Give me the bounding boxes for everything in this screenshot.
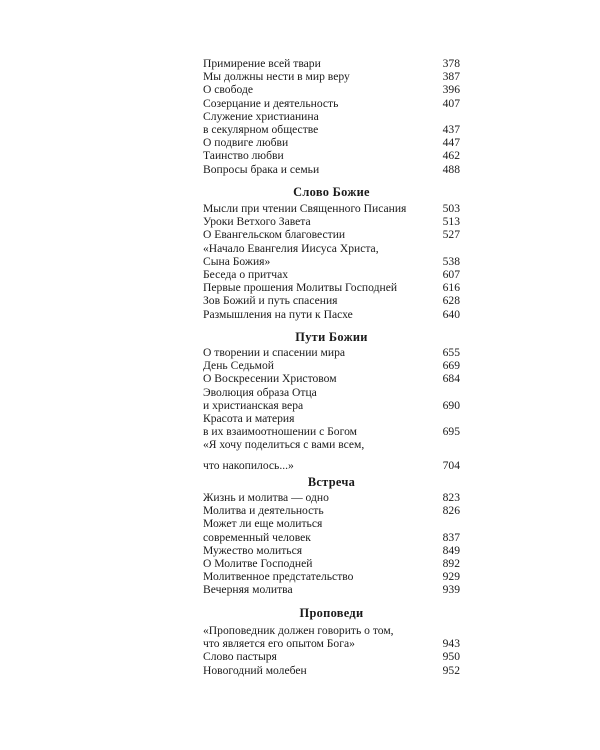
toc-entry bbox=[203, 491, 460, 504]
entry-title: Примирение всей твари bbox=[203, 57, 321, 70]
entry-page: 513 bbox=[442, 215, 460, 229]
toc-entry bbox=[203, 372, 460, 385]
entry-title: Мы должны нести в мир веру bbox=[203, 70, 350, 84]
toc-entry bbox=[203, 531, 460, 544]
entry-page: 447 bbox=[442, 136, 460, 150]
entry-page: 826 bbox=[442, 504, 460, 518]
toc-entry bbox=[203, 228, 460, 241]
section-heading: Пути Божии bbox=[295, 330, 368, 344]
toc-entry bbox=[203, 255, 460, 268]
entry-title: О творении и спасении мира bbox=[203, 346, 346, 359]
entry-title: Вопросы брака и семьи bbox=[203, 162, 320, 176]
entry-title: День Седьмой bbox=[203, 359, 274, 373]
toc-section bbox=[203, 624, 460, 677]
entry-title: Созерцание и деятельность bbox=[203, 96, 339, 110]
entry-page: 407 bbox=[442, 96, 460, 110]
toc-section bbox=[203, 202, 460, 321]
toc-entry bbox=[203, 637, 460, 650]
entry-title: Беседа о притчах bbox=[203, 267, 289, 281]
entry-page: 488 bbox=[442, 162, 460, 176]
entry-title: Эволюция образа Отца bbox=[203, 385, 317, 399]
entry-page: 387 bbox=[442, 70, 460, 84]
section-heading: Встреча bbox=[307, 475, 356, 489]
entry-page: 952 bbox=[442, 663, 460, 677]
entry-title: Вечерняя молитва bbox=[203, 583, 293, 597]
entry-page: 669 bbox=[442, 359, 460, 373]
toc-entry bbox=[203, 399, 460, 412]
entry-page: 538 bbox=[442, 254, 460, 268]
entry-page: 939 bbox=[442, 583, 460, 597]
entry-title: Жизнь и молитва — одно bbox=[203, 491, 329, 504]
entry-page: 607 bbox=[442, 267, 460, 281]
toc-section bbox=[203, 57, 460, 176]
toc-entry bbox=[203, 459, 460, 472]
toc-entry bbox=[203, 268, 460, 281]
entry-title: Мысли при чтении Священного Писания bbox=[203, 202, 407, 215]
section-heading: Слово Божие bbox=[293, 185, 370, 199]
entry-page: 396 bbox=[442, 83, 460, 97]
entry-page: 704 bbox=[442, 458, 460, 472]
entry-title: Зов Божий и путь спасения bbox=[203, 294, 338, 308]
toc-entry bbox=[203, 294, 460, 307]
toc-section bbox=[203, 346, 460, 472]
entry-title: Молитвенное предстательство bbox=[203, 570, 354, 584]
entry-title: «Начало Евангелия Иисуса Христа, bbox=[203, 241, 379, 255]
entry-page: 684 bbox=[442, 372, 460, 386]
entry-page: 823 bbox=[442, 491, 460, 504]
entry-page: 695 bbox=[442, 425, 460, 439]
entry-title: Молитва и деятельность bbox=[203, 504, 324, 518]
entry-page: 628 bbox=[442, 294, 460, 308]
entry-page: 690 bbox=[442, 398, 460, 412]
entry-page: 943 bbox=[442, 637, 460, 651]
entry-page: 462 bbox=[442, 149, 460, 163]
entry-title: Первые прошения Молитвы Господней bbox=[203, 281, 398, 295]
toc-entry bbox=[203, 504, 460, 517]
toc-entry bbox=[203, 70, 460, 83]
toc-entry-line bbox=[203, 438, 460, 451]
entry-page: 849 bbox=[442, 543, 460, 557]
toc-entry bbox=[203, 346, 460, 359]
toc-entry-line bbox=[203, 624, 460, 637]
toc-entry bbox=[203, 215, 460, 228]
entry-title-continued: современный человек bbox=[203, 530, 311, 544]
entry-title: «Я хочу поделиться с вами всем, bbox=[203, 438, 365, 452]
toc-entry-line bbox=[203, 242, 460, 255]
entry-title: Таинство любви bbox=[203, 149, 284, 163]
entry-page: 892 bbox=[442, 556, 460, 570]
toc-entry bbox=[203, 425, 460, 438]
toc-entry bbox=[203, 202, 460, 215]
entry-page: 929 bbox=[442, 570, 460, 584]
toc-entry bbox=[203, 97, 460, 110]
entry-title-continued: и христианская вера bbox=[203, 398, 304, 412]
entry-title: О Молитве Господней bbox=[203, 556, 313, 570]
toc-entry bbox=[203, 650, 460, 663]
entry-page: 378 bbox=[442, 57, 460, 70]
entry-page: 837 bbox=[442, 530, 460, 544]
toc-entry bbox=[203, 123, 460, 136]
section-heading: Проповеди bbox=[299, 606, 364, 620]
entry-title: Служение христианина bbox=[203, 109, 319, 123]
toc-entry-line bbox=[203, 110, 460, 123]
toc-entry bbox=[203, 583, 460, 596]
toc-entry bbox=[203, 570, 460, 583]
entry-title-continued: в секулярном обществе bbox=[203, 122, 319, 136]
entry-page: 437 bbox=[442, 122, 460, 136]
toc-entry bbox=[203, 163, 460, 176]
toc-entry bbox=[203, 359, 460, 372]
entry-title: Мужество молиться bbox=[203, 543, 303, 557]
entry-title-continued: в их взаимоотношении с Богом bbox=[203, 425, 357, 439]
entry-title: О Евангельском благовестии bbox=[203, 228, 346, 242]
toc-entry-line bbox=[203, 386, 460, 399]
entry-page: 527 bbox=[442, 228, 460, 242]
entry-page: 503 bbox=[442, 202, 460, 215]
entry-title-continued: что является его опытом Бога» bbox=[203, 637, 355, 651]
entry-title: Новогодний молебен bbox=[203, 663, 307, 677]
entry-title: Размышления на пути к Пасхе bbox=[203, 307, 353, 321]
toc-entry-line bbox=[203, 412, 460, 425]
entry-title: Может ли еще молиться bbox=[203, 517, 323, 531]
entry-page: 950 bbox=[442, 650, 460, 664]
toc-section bbox=[203, 491, 460, 597]
toc-entry bbox=[203, 557, 460, 570]
toc-entry bbox=[203, 149, 460, 162]
entry-title: О свободе bbox=[203, 83, 254, 97]
toc-entry bbox=[203, 664, 460, 677]
entry-title-continued: что накопилось...» bbox=[203, 458, 294, 472]
toc-entry bbox=[203, 136, 460, 149]
entry-title: Красота и материя bbox=[203, 411, 295, 425]
entry-page: 616 bbox=[442, 281, 460, 295]
toc-entry-line bbox=[203, 517, 460, 530]
entry-title: Уроки Ветхого Завета bbox=[203, 215, 311, 229]
entry-page: 655 bbox=[442, 346, 460, 359]
entry-title-continued: Сына Божия» bbox=[203, 254, 271, 268]
entry-title: О Воскресении Христовом bbox=[203, 372, 337, 386]
entry-page: 640 bbox=[442, 307, 460, 321]
toc-entry bbox=[203, 57, 460, 70]
entry-title: О подвиге любви bbox=[203, 136, 289, 150]
toc-entry bbox=[203, 83, 460, 96]
entry-title: «Проповедник должен говорить о том, bbox=[203, 624, 394, 637]
toc-entry bbox=[203, 308, 460, 321]
toc-entry bbox=[203, 281, 460, 294]
toc-entry bbox=[203, 544, 460, 557]
entry-title: Слово пастыря bbox=[203, 650, 277, 664]
